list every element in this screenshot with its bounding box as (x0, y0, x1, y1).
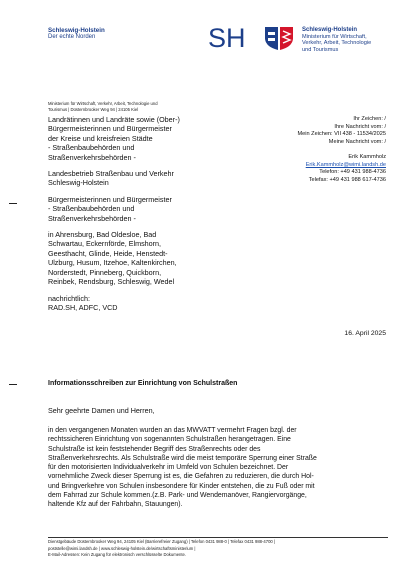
footer-line: E-Mail-Adressen: Kein Zugang für elektronisch verschlüsselte Dokumente. (48, 552, 187, 558)
recipient-line: nachrichtlich: (48, 293, 90, 303)
body-line: vornehmliche Zweck dieser Sperrung ist es, die Gefahren zu reduzieren, die durch Hol- (48, 473, 314, 481)
recipient-line: Bürgermeisterinnen und Bürgermeister (48, 194, 172, 204)
recipient-line: Schwartau, Eckernförde, Elmshorn, (48, 239, 162, 249)
recipient-line: der Kreise und kreisfreien Städte (48, 133, 153, 143)
footer-line: poststelle@wimi.landsh.de | www.schleswig-holstein.de/wirtschaftsministerium | (48, 545, 196, 551)
ministry-brand-line: Schleswig-Holstein (302, 27, 358, 33)
letter-footer (48, 539, 393, 559)
footer-divider (48, 537, 388, 538)
recipient-line: Norderstedt, Pinneberg, Quickborn, (48, 267, 162, 277)
recipient-line: in Ahrensburg, Bad Oldesloe, Bad (48, 230, 157, 240)
ministry-brand-line: und Tourismus (302, 46, 339, 53)
recipient-line: Schleswig-Holstein (48, 178, 109, 188)
recipient-line: Geesthacht, Glinde, Heide, Henstedt- (48, 248, 168, 258)
body-line: haltende Kfz auf der Fahrbahn, Stauungen). (48, 501, 183, 509)
recipient-line: - Straßenbaubehörden und (48, 143, 135, 153)
recipient-group (48, 115, 248, 162)
reference-line: Meine Nachricht vom: / (328, 138, 386, 145)
recipient-line: RAD.SH, ADFC, VCD (48, 302, 118, 312)
sender-line: Tourismus | Düsternbrooker Weg 94 | 24105 Kiel (48, 106, 139, 112)
body-line: und Bringverkehre von Schulen insbesondere für Kinder entstehen, die zu Fuß oder mit (48, 482, 315, 490)
ministry-brand-line: Verkehr, Arbeit, Technologie (302, 40, 372, 47)
ministry-brand-line: Ministerium für Wirtschaft, (302, 33, 367, 40)
recipient-line: - Straßenbaubehörden und (48, 204, 135, 214)
sender-address (48, 101, 218, 112)
contact-name: Erik Kammholz (348, 154, 386, 160)
contact-block (306, 154, 386, 184)
contact-phone: Telefon: +49 431 988-4736 (319, 169, 386, 175)
recipient-line: Straßenverkehrsbehörden - (48, 152, 136, 162)
fold-mark (9, 203, 17, 204)
recipient-group (48, 294, 248, 313)
contact-fax: Telefax: +49 431 988 617-4736 (308, 176, 386, 183)
recipient-group (48, 230, 248, 286)
body-line: Straßenverkehrsrechts. Als Schulstraße wird die meist temporäre Sperrung einer Straße (48, 454, 317, 462)
contact-email-link[interactable]: Erik.Kammholz@wimi.landsh.de (305, 161, 386, 168)
state-name: Schleswig-Holstein (48, 27, 105, 34)
reference-line: Mein Zeichen: VII 438 - 11534/2025 (297, 131, 386, 137)
reference-block (297, 116, 386, 146)
letter-date: 16. April 2025 (344, 330, 386, 337)
recipient-line: Straßenverkehrsbehörden - (48, 213, 136, 223)
sh-logo-icon (208, 23, 298, 53)
punch-mark (9, 384, 17, 385)
body-line: dem Fahrrad zur Schule kommen.(z.B. Park- und Wendemanöver, Rangiervorgänge, (48, 492, 307, 500)
state-brand-text (48, 27, 105, 41)
logo-letters: SH (208, 23, 246, 53)
body-line: Schulstraße ist kein feststehender Begriff des Straßenrechts oder des (48, 445, 261, 453)
body-line: für den motorisierten Individualverkehr im Umfeld von Schulen bezeichnet. Der (48, 464, 289, 472)
recipient-line: Landrätinnen und Landräte sowie (Ober-) (48, 115, 180, 124)
letter-body (48, 426, 388, 510)
ministry-brand-text (302, 27, 371, 53)
reference-line: Ihr Zeichen: / (353, 116, 386, 122)
recipient-line: Reinbek, Rendsburg, Schleswig, Wedel (48, 277, 175, 287)
reference-line: Ihre Nachricht vom: / (334, 123, 386, 130)
coat-of-arms-icon (264, 26, 294, 52)
salutation: Sehr geehrte Damen und Herren, (48, 406, 155, 415)
body-line: in den vergangenen Monaten wurden an das MWVATT vermehrt Fragen bzgl. der (48, 427, 297, 434)
recipient-group (48, 195, 248, 223)
footer-line: Dienstgebäude Düsternbrooker Weg 94, 24105 Kiel (Barrierefreier Zugang) | Telefon 0431 988-0 | Telefax 0431 988-4700 | (48, 539, 275, 544)
recipient-line: Landesbetrieb Straßenbau und Verkehr (48, 169, 174, 179)
body-line: rechtssicheren Einrichtung von sogenannten Schulstraßen herangetragen. Eine (48, 436, 291, 444)
letter-subject: Informationsschreiben zur Einrichtung von Schulstraßen (48, 380, 238, 387)
recipient-group (48, 169, 248, 188)
recipient-block (48, 115, 248, 319)
recipient-line: Bürgermeisterinnen und Bürgermeister (48, 124, 172, 134)
recipient-line: Ulzburg, Husum, Itzehoe, Kaltenkirchen, (48, 258, 177, 268)
state-slogan: Der echte Norden (48, 34, 96, 41)
sender-line: Ministerium für Wirtschaft, Verkehr, Arbeit, Technologie und (48, 101, 158, 106)
